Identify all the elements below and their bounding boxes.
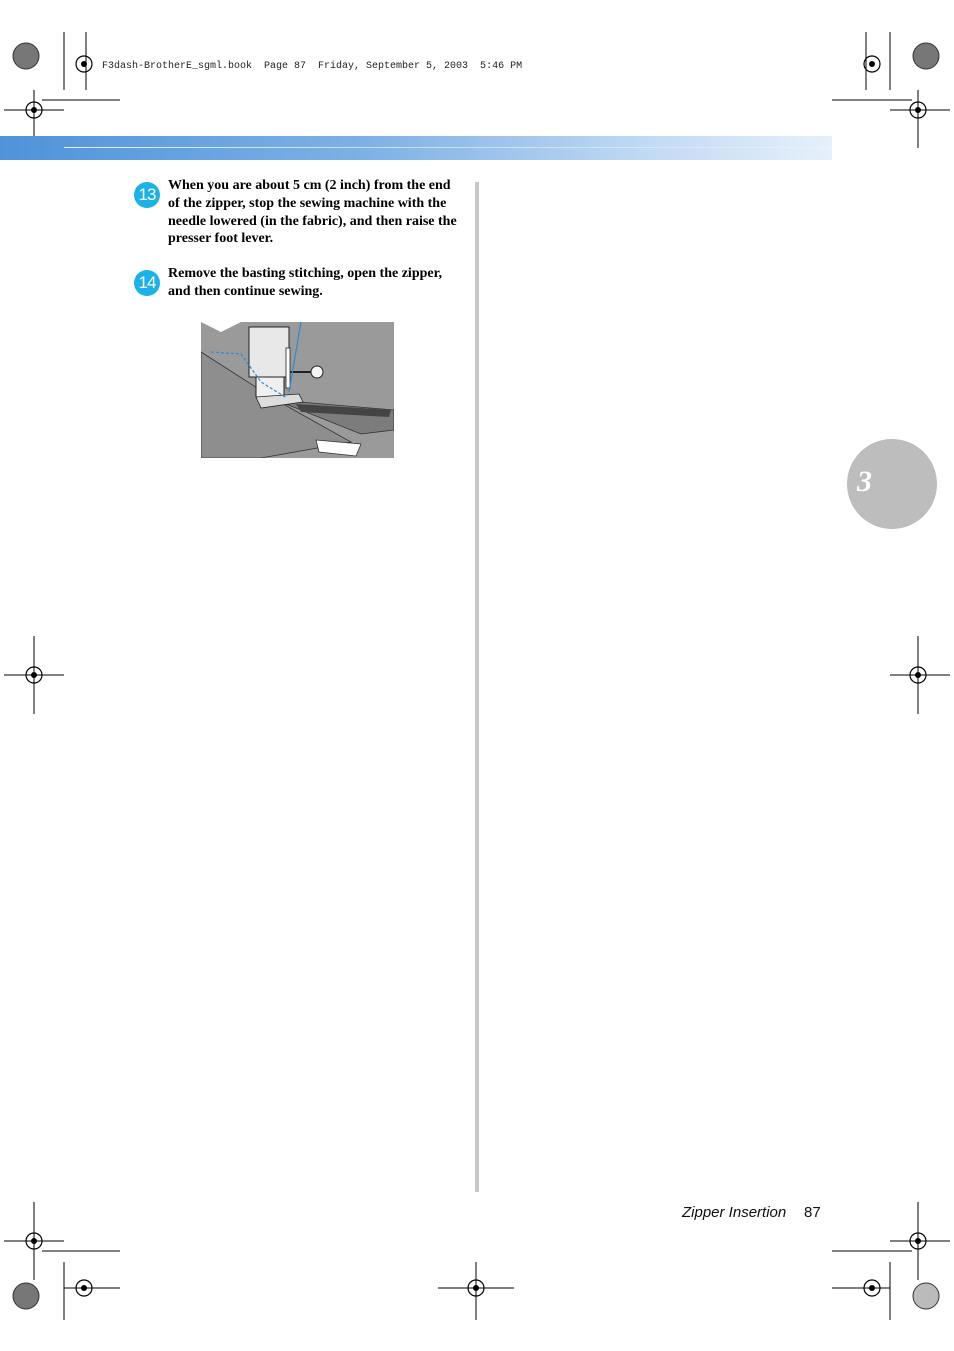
step-text-13: When you are about 5 cm (2 inch) from the end of the zipper, stop the sewing machine with the needle lowered (in the fabric), and then raise the presser foot lever. [168,178,457,247]
chapter-number: 3 [857,465,872,498]
step-number-14: 14 [134,270,160,296]
header-band [0,136,832,160]
step-number-13: 13 [134,182,160,208]
footer-section-title: Zipper Insertion [682,1204,787,1221]
step-text-14: Remove the basting stitching, open the zipper, and then continue sewing. [168,266,443,299]
header-band-rule [64,147,832,148]
chapter-tab [847,439,937,529]
column-divider [475,182,479,1192]
footer-page-number: 87 [804,1204,821,1221]
zipper-sewing-illustration [201,322,394,458]
print-file-info: F3dash-BrotherE_sgml.book Page 87 Friday, September 5, 2003 5:46 PM [102,61,523,72]
